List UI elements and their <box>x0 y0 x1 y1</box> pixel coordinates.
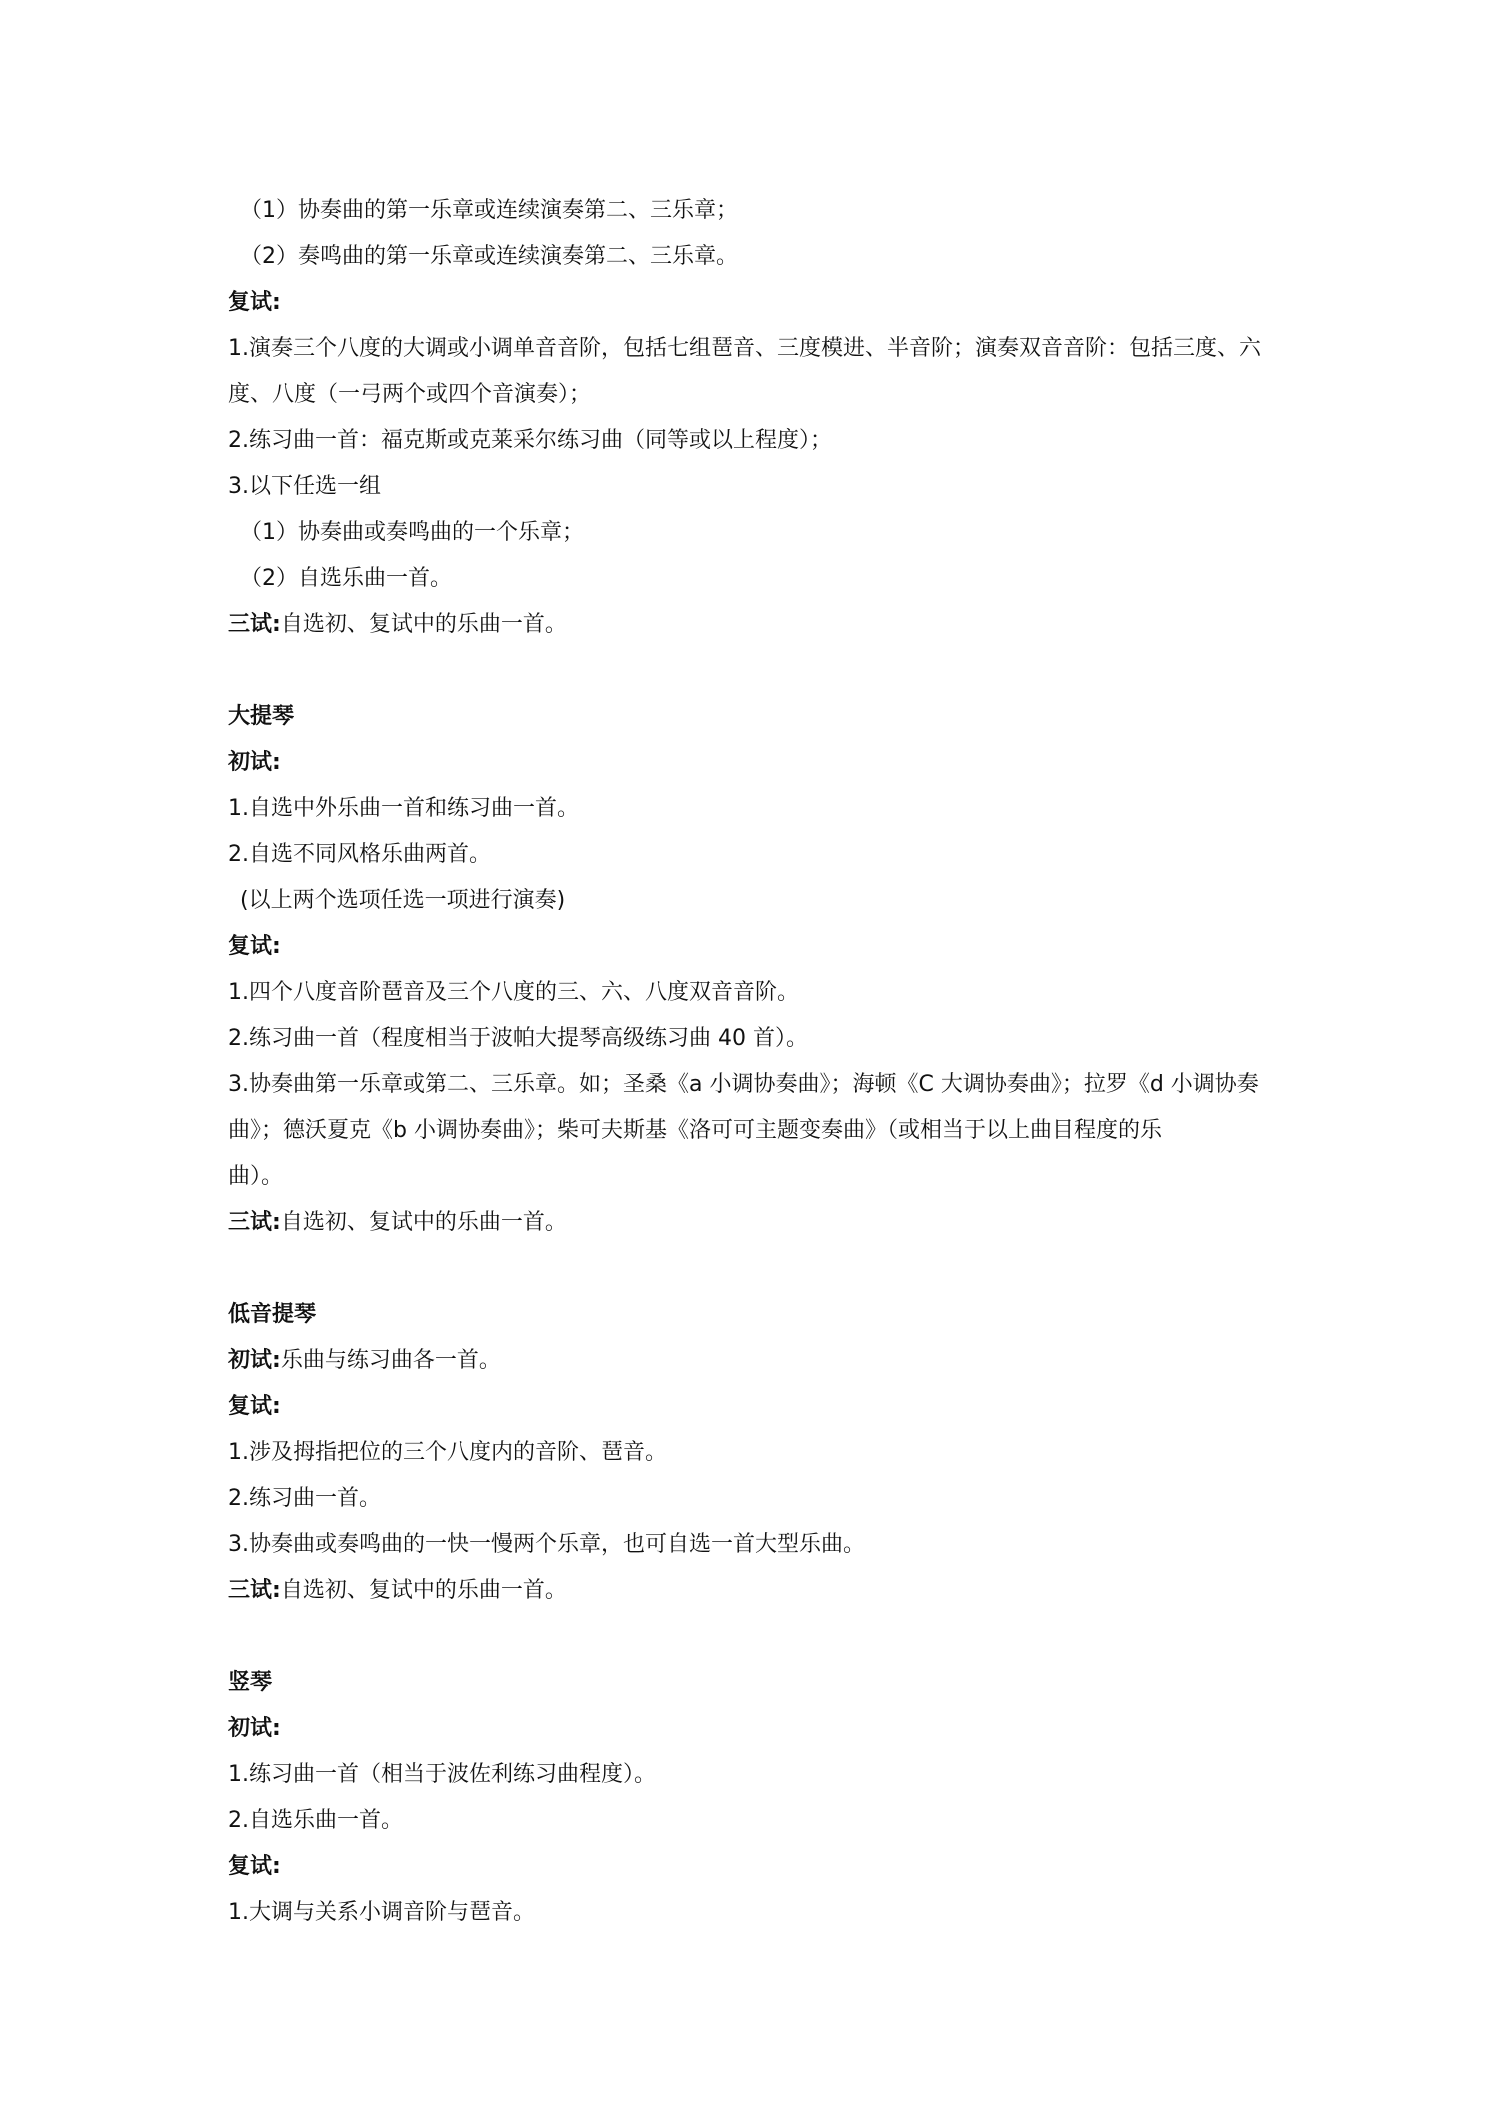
section-heading: 竖琴 <box>228 1670 273 1695</box>
round-line <box>228 1568 1288 1614</box>
body-line: 1.涉及拇指把位的三个八度内的音阶、琶音。 <box>228 1440 667 1465</box>
body-line: 3.协奏曲或奏鸣曲的一快一慢两个乐章，也可自选一首大型乐曲。 <box>228 1532 865 1557</box>
body-line: 2.练习曲一首。 <box>228 1486 381 1511</box>
round-label: 三试: <box>228 612 281 637</box>
body-line: 3.以下任选一组 <box>228 474 381 499</box>
round-label: 三试: <box>228 1210 281 1235</box>
body-line: 1.四个八度音阶琶音及三个八度的三、六、八度双音音阶。 <box>228 980 799 1005</box>
body-line: 1.练习曲一首（相当于波佐利练习曲程度）。 <box>228 1762 656 1787</box>
body-line: （1）协奏曲的第一乐章或连续演奏第二、三乐章； <box>240 198 738 223</box>
body-line: 1.自选中外乐曲一首和练习曲一首。 <box>228 796 579 821</box>
round-line <box>228 1200 1288 1246</box>
round-label: 复试: <box>228 1394 281 1419</box>
round-text: 自选初、复试中的乐曲一首。 <box>280 612 567 637</box>
document-body <box>228 188 1288 1936</box>
round-line <box>228 1844 1288 1890</box>
body-line: 2.练习曲一首（程度相当于波帕大提琴高级练习曲 40 首）。 <box>228 1026 808 1051</box>
round-label: 复试: <box>228 1854 281 1879</box>
round-line <box>228 1384 1288 1430</box>
body-line: 2.自选乐曲一首。 <box>228 1808 403 1833</box>
body-line: 2.练习曲一首：福克斯或克莱采尔练习曲（同等或以上程度）； <box>228 428 832 453</box>
round-label: 初试: <box>228 1716 281 1741</box>
round-label: 复试: <box>228 290 281 315</box>
body-line: 2.自选不同风格乐曲两首。 <box>228 842 491 867</box>
body-line: 1.演奏三个八度的大调或小调单音音阶，包括七组琶音、三度模进、半音阶；演奏双音音阶：包括三度、六 <box>228 336 1261 361</box>
round-label: 初试: <box>228 750 281 775</box>
body-line: （2）奏鸣曲的第一乐章或连续演奏第二、三乐章。 <box>240 244 738 269</box>
body-line: （1）协奏曲或奏鸣曲的一个乐章； <box>240 520 584 545</box>
section-heading: 低音提琴 <box>228 1302 317 1327</box>
body-line: 度、八度（一弓两个或四个音演奏）； <box>228 382 592 407</box>
round-text: 自选初、复试中的乐曲一首。 <box>280 1210 567 1235</box>
round-text: 自选初、复试中的乐曲一首。 <box>280 1578 567 1603</box>
round-line <box>228 1338 1288 1384</box>
section-spacer <box>228 1246 1288 1292</box>
section-spacer <box>228 648 1288 694</box>
body-line: （2）自选乐曲一首。 <box>240 566 452 591</box>
round-line <box>228 602 1288 648</box>
round-label: 初试: <box>228 1348 281 1373</box>
round-label: 复试: <box>228 934 281 959</box>
section-heading: 大提琴 <box>228 704 295 729</box>
round-label: 三试: <box>228 1578 281 1603</box>
body-line: 曲）。 <box>228 1164 284 1189</box>
body-line: 3.协奏曲第一乐章或第二、三乐章。如；圣桑《a 小调协奏曲》；海顿《C 大调协奏曲》；拉罗《d 小调协奏 <box>228 1072 1259 1097</box>
round-line <box>228 924 1288 970</box>
round-line <box>228 740 1288 786</box>
body-line: (以上两个选项任选一项进行演奏) <box>240 888 566 913</box>
section-spacer <box>228 1614 1288 1660</box>
round-text: 乐曲与练习曲各一首。 <box>280 1348 501 1373</box>
round-line <box>228 280 1288 326</box>
round-line <box>228 1706 1288 1752</box>
body-line: 1.大调与关系小调音阶与琶音。 <box>228 1900 535 1925</box>
body-line: 曲》；德沃夏克《b 小调协奏曲》；柴可夫斯基《洛可可主题变奏曲》（或相当于以上曲目程度的乐 <box>228 1118 1162 1143</box>
